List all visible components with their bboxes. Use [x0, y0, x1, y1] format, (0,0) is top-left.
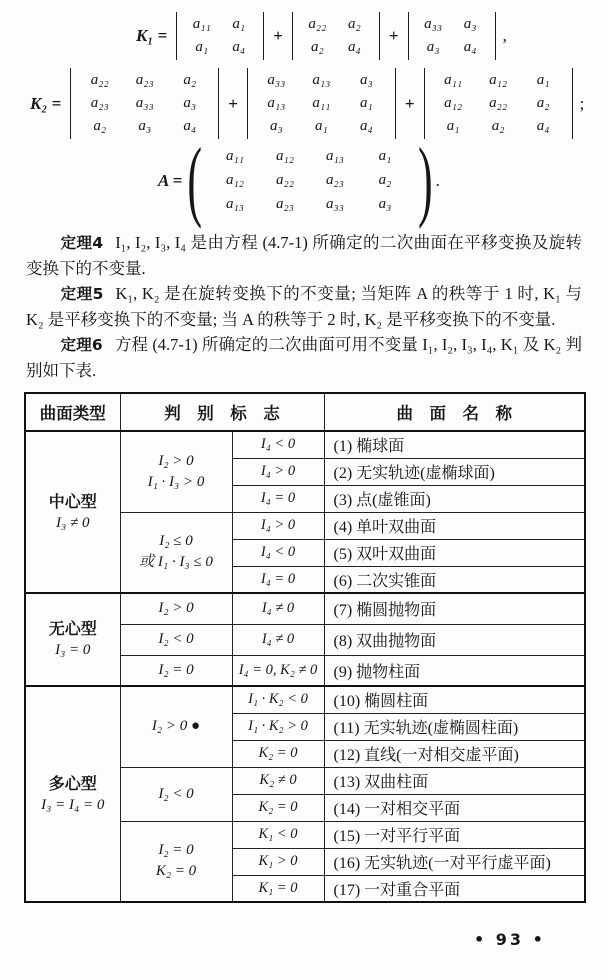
- plus-sign: +: [388, 26, 399, 45]
- theorem-5-text: K₁, K₂ 是在旋转变换下的不变量; 当矩阵 A 的秩等于 1 时, K₁ 与 K₂ 是平移变换下的不变量; 当 A 的秩等于 2 时, K₂ 是平移变换下的不变量.: [26, 284, 582, 329]
- matrix-entry: a₄: [183, 118, 197, 134]
- determinant-2x2: [176, 12, 264, 60]
- subcondition-cell: I₄ = 0: [232, 485, 324, 512]
- condition-line: I₂ > 0: [158, 600, 194, 617]
- matrix-entry: a₂₃: [90, 95, 109, 111]
- matrix-entry: a₂: [378, 172, 392, 188]
- formula-k1-lhs: K₁ =: [136, 26, 168, 45]
- theorem-block: [26, 230, 582, 383]
- matrix-entry: a₁: [315, 118, 328, 134]
- matrix-entry: a₃: [360, 72, 373, 88]
- matrix-entry: a₁₁: [444, 72, 463, 88]
- subcondition-cell: I₄ < 0: [232, 431, 324, 458]
- condition-cell: [120, 624, 232, 655]
- matrix-entry: a₁₃: [226, 196, 244, 212]
- matrix-3x4: [202, 145, 418, 216]
- matrix-entry: a₂₂: [308, 16, 327, 32]
- header-surface-type: 曲面类型: [25, 393, 120, 431]
- table-row: [25, 686, 585, 713]
- matrix-entry: a₁₃: [326, 148, 344, 164]
- matrix-entry: a₂: [348, 16, 361, 32]
- matrix-row: [210, 197, 410, 212]
- type-name: 中心型: [48, 491, 97, 511]
- surface-name-cell: (7) 椭圆抛物面: [324, 593, 585, 624]
- condition-line: I₂ < 0: [158, 631, 194, 647]
- theorem-4-paragraph: [26, 230, 582, 281]
- type-cell-multicentral: [25, 686, 120, 902]
- matrix-entry: a₃₃: [267, 72, 286, 88]
- determinant-2x2: [292, 12, 380, 60]
- matrix-row: [254, 119, 389, 134]
- matrix-entry: a₃: [183, 95, 197, 111]
- matrix-entry: a₃₃: [135, 95, 154, 111]
- subcondition-cell: K₂ = 0: [232, 794, 324, 821]
- matrix-entry: a₂₃: [135, 72, 154, 88]
- matrix-entry: a₁₃: [267, 95, 286, 111]
- plus-sign: +: [404, 93, 415, 113]
- subcondition-cell: I₄ < 0: [232, 539, 324, 566]
- subcondition-cell: K₁ < 0: [232, 821, 324, 848]
- matrix-row: [431, 119, 566, 134]
- surface-name-cell: (1) 椭球面: [324, 431, 585, 458]
- determinant-3x3: [247, 68, 396, 139]
- type-name: 多心型: [48, 773, 97, 793]
- matrix-entry: a₄: [232, 39, 246, 55]
- matrix-entry: a₁₁: [192, 16, 211, 32]
- plus-sign: +: [273, 26, 283, 45]
- matrix-entry: a₂: [183, 72, 197, 88]
- condition-cell: [120, 821, 232, 902]
- matrix-entry: a₁₃: [312, 72, 331, 88]
- condition-line: I₂ = 0: [158, 842, 194, 859]
- condition-cell: [120, 593, 232, 624]
- table-row: [25, 593, 585, 624]
- formula-matrix-a: [158, 129, 608, 230]
- matrix-entry: a₁: [536, 72, 550, 88]
- matrix-row: [210, 173, 410, 188]
- subcondition-cell: I₄ > 0: [232, 458, 324, 485]
- matrix-entry: a₂: [536, 95, 550, 111]
- matrix-entry: a₁: [195, 39, 209, 55]
- matrix-row: [254, 73, 389, 88]
- subcondition-cell: K₂ ≠ 0: [232, 767, 324, 794]
- matrix-entry: a₁: [446, 118, 460, 134]
- surface-name-cell: (16) 无实轨迹(一对平行虚平面): [324, 848, 585, 875]
- subcondition-cell: K₁ = 0: [232, 875, 324, 902]
- theorem-6-label: 定理6: [60, 336, 103, 354]
- semicolon: ;: [579, 93, 585, 113]
- matrix-entry: a₃₃: [326, 196, 344, 212]
- matrix-entry: a₄: [348, 39, 361, 55]
- formula-a-lhs: A =: [158, 170, 183, 190]
- matrix-entry: a₁₂: [489, 72, 508, 88]
- surface-name-cell: (15) 一对平行平面: [324, 821, 585, 848]
- theorem-5-paragraph: [26, 281, 582, 332]
- condition-line: K₂ = 0: [155, 863, 197, 880]
- matrix-entry: a₁₂: [226, 172, 244, 188]
- matrix-row: [415, 17, 489, 32]
- surface-name-cell: (13) 双曲柱面: [324, 767, 585, 794]
- matrix-row: [415, 40, 489, 55]
- condition-cell: [120, 767, 232, 821]
- type-cell-central: [25, 431, 120, 593]
- surface-name-cell: (11) 无实轨迹(虚椭圆柱面): [324, 713, 585, 740]
- condition-line: I₁ · I₃ > 0: [147, 473, 205, 490]
- matrix-entry: a₁₂: [276, 148, 294, 164]
- theorem-5-label: 定理5: [60, 285, 104, 303]
- matrix-row: [431, 96, 566, 111]
- matrix-entry: a₄: [536, 118, 550, 134]
- matrix-entry: a₂: [311, 39, 324, 55]
- subcondition-cell: K₁ > 0: [232, 848, 324, 875]
- matrix-entry: a₃: [378, 196, 392, 212]
- matrix-entry: a₃: [270, 118, 283, 134]
- matrix-row: [183, 40, 257, 55]
- matrix-entry: a₁₁: [226, 148, 244, 164]
- condition-cell: [120, 431, 232, 512]
- matrix-entry: a₂₂: [90, 72, 109, 88]
- determinant-3x3: [424, 68, 573, 139]
- subcondition-cell: I₁ · K₂ > 0: [232, 713, 324, 740]
- type-cell-noncentral: [25, 593, 120, 686]
- matrix-entry: a₃: [463, 16, 477, 32]
- subcondition-cell: K₂ = 0: [232, 740, 324, 767]
- type-name: 无心型: [48, 619, 97, 638]
- surface-name-cell: (10) 椭圆柱面: [324, 686, 585, 713]
- table-row: [25, 431, 585, 458]
- condition-line: I₂ = 0: [158, 661, 194, 678]
- classification-table-wrap: [24, 392, 584, 903]
- type-condition: I₃ = I₄ = 0: [41, 796, 105, 813]
- matrix-row: [210, 149, 410, 164]
- condition-cell: [120, 686, 232, 767]
- condition-line: I₂ > 0: [158, 452, 194, 469]
- matrix-entry: a₃: [138, 118, 152, 134]
- matrix-entry: a₄: [360, 118, 373, 134]
- matrix-entry: a₁₁: [312, 95, 331, 111]
- condition-line: I₂ > 0 ●: [151, 718, 201, 735]
- surface-name-cell: (5) 双叶双曲面: [324, 539, 585, 566]
- plus-sign: +: [228, 93, 238, 113]
- matrix-a-body: [187, 129, 433, 230]
- matrix-entry: a₄: [463, 39, 477, 55]
- surface-name-cell: (4) 单叶双曲面: [324, 512, 585, 539]
- surface-name-cell: (2) 无实轨迹(虚椭球面): [324, 458, 585, 485]
- matrix-entry: a₁: [360, 95, 373, 111]
- matrix-entry: a₃: [426, 39, 440, 55]
- matrix-row: [299, 17, 373, 32]
- matrix-entry: a₂₃: [276, 196, 294, 212]
- period: .: [435, 170, 440, 190]
- surface-name-cell: (3) 点(虚锥面): [324, 485, 585, 512]
- subcondition-cell: I₄ ≠ 0: [232, 593, 324, 624]
- determinant-3x3: [70, 68, 219, 139]
- matrix-entry: a₂₂: [489, 95, 508, 111]
- surface-name-cell: (8) 双曲抛物面: [324, 624, 585, 655]
- matrix-row: [431, 73, 566, 88]
- table-header-row: [25, 393, 585, 431]
- surface-name-cell: (14) 一对相交平面: [324, 794, 585, 821]
- matrix-row: [254, 96, 389, 111]
- theorem-6-text: 方程 (4.7-1) 所确定的二次曲面可用不变量 I₁, I₂, I₃, I₄, K₁ 及 K₂ 判别如下表.: [26, 335, 582, 380]
- subcondition-cell: I₁ · K₂ < 0: [232, 686, 324, 713]
- theorem-4-text: I₁, I₂, I₃, I₄ 是由方程 (4.7-1) 所确定的二次曲面在平移变换及旋转变换下的不变量.: [26, 233, 582, 278]
- subcondition-cell: I₄ > 0: [232, 512, 324, 539]
- condition-line: I₂ ≤ 0: [159, 533, 193, 550]
- matrix-entry: a₁₂: [444, 95, 463, 111]
- condition-cell: [120, 655, 232, 686]
- matrix-row: [299, 40, 373, 55]
- subcondition-cell: I₄ = 0, K₂ ≠ 0: [232, 655, 324, 686]
- theorem-4-label: 定理4: [60, 234, 104, 252]
- surface-name-cell: (6) 二次实锥面: [324, 566, 585, 593]
- matrix-entry: a₂₂: [276, 172, 294, 188]
- matrix-entry: a₁: [232, 16, 246, 32]
- surface-name-cell: (9) 抛物柱面: [324, 655, 585, 686]
- matrix-row: [77, 96, 212, 111]
- matrix-entry: a₂: [491, 118, 505, 134]
- surface-name-cell: (12) 直线(一对相交虚平面): [324, 740, 585, 767]
- surface-name-cell: (17) 一对重合平面: [324, 875, 585, 902]
- header-criteria: 判 别 标 志: [120, 393, 324, 431]
- type-condition: I₃ = 0: [55, 642, 91, 658]
- header-surface-name: 曲 面 名 称: [324, 393, 585, 431]
- page-number: • 93 •: [474, 930, 546, 949]
- comma: ,: [502, 26, 507, 45]
- determinant-2x2: [408, 12, 496, 60]
- matrix-entry: a₂₃: [326, 172, 344, 188]
- subcondition-cell: I₄ ≠ 0: [232, 624, 324, 655]
- formula-k1: [136, 12, 608, 60]
- theorem-6-paragraph: [26, 332, 582, 383]
- matrix-entry: a₁: [378, 148, 392, 164]
- type-condition: I₃ ≠ 0: [56, 514, 90, 531]
- condition-line: 或 I₁ · I₃ ≤ 0: [139, 554, 213, 571]
- matrix-row: [183, 17, 257, 32]
- right-paren: ): [418, 129, 433, 230]
- condition-cell: [120, 512, 232, 593]
- formula-k2: [30, 68, 608, 139]
- matrix-entry: a₃₃: [424, 16, 443, 32]
- left-paren: (: [187, 129, 202, 230]
- condition-line: I₂ < 0: [158, 785, 194, 802]
- matrix-entry: a₂: [93, 118, 107, 134]
- subcondition-cell: I₄ = 0: [232, 566, 324, 593]
- matrix-row: [77, 73, 212, 88]
- surface-classification-table: [24, 392, 586, 903]
- formula-k2-lhs: K₂ =: [30, 93, 62, 113]
